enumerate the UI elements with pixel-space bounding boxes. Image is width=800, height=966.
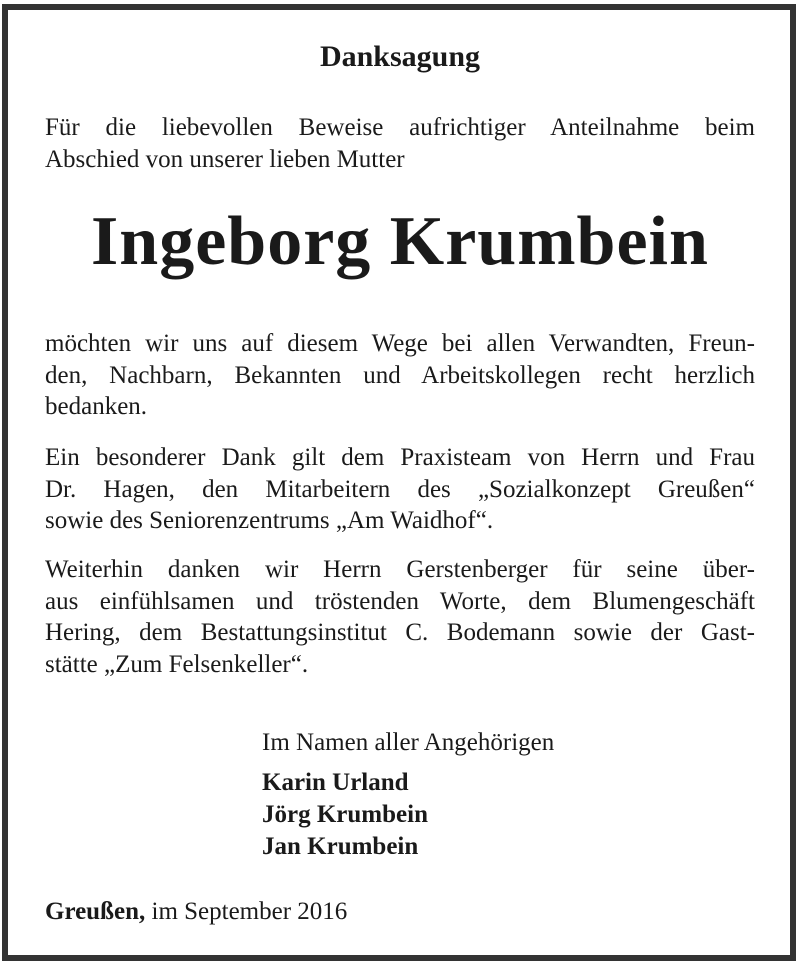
signer-name: Karin Urland: [262, 769, 409, 796]
thanks-paragraph-3: [45, 554, 755, 680]
paragraph-line: stätte „Zum Felsenkeller“.: [45, 650, 309, 678]
notice-heading: Danksagung: [319, 40, 481, 73]
intro-line: Für die liebevollen Beweise aufrichtiger Anteilnahme beim: [45, 114, 755, 141]
deceased-name: Ingeborg Krumbein: [91, 203, 709, 280]
paragraph-line: möchten wir uns auf diesem Wege bei allen Verwandten, Freun-: [45, 330, 755, 357]
thanks-paragraph-2: [45, 442, 755, 537]
paragraph-line: den, Nachbarn, Bekannten und Arbeitskollegen recht herzlich: [45, 361, 755, 389]
paragraph-line: Hering, dem Bestattungsinstitut C. Bodemann sowie der Gast-: [45, 619, 755, 646]
paragraph-line: sowie des Seniorenzentrums „Am Waidhof“.: [45, 507, 494, 534]
signature-intro: Im Namen aller Angehörigen: [262, 729, 555, 756]
paragraph-line: Weiterhin danken wir Herrn Gerstenberger für seine über-: [45, 556, 755, 583]
paragraph-line: aus einfühlsamen und tröstenden Worte, dem Blumengeschäft: [45, 587, 755, 615]
footer-place: Greußen,: [45, 898, 146, 925]
signer-name: Jan Krumbein: [262, 833, 419, 860]
footer-date: im September 2016: [151, 898, 348, 925]
thanks-paragraph-1: [45, 328, 755, 423]
intro-line: Abschied von unserer lieben Mutter: [45, 145, 405, 173]
paragraph-line: Dr. Hagen, den Mitarbeitern des „Sozialkonzept Greußen“: [45, 475, 755, 503]
signer-name: Jörg Krumbein: [262, 801, 428, 828]
paragraph-line: bedanken.: [45, 393, 148, 420]
signer-list: [262, 767, 712, 863]
place-date-line: [45, 896, 347, 928]
intro-paragraph: [45, 112, 755, 175]
paragraph-line: Ein besonderer Dank gilt dem Praxisteam von Herrn und Frau: [45, 444, 755, 471]
